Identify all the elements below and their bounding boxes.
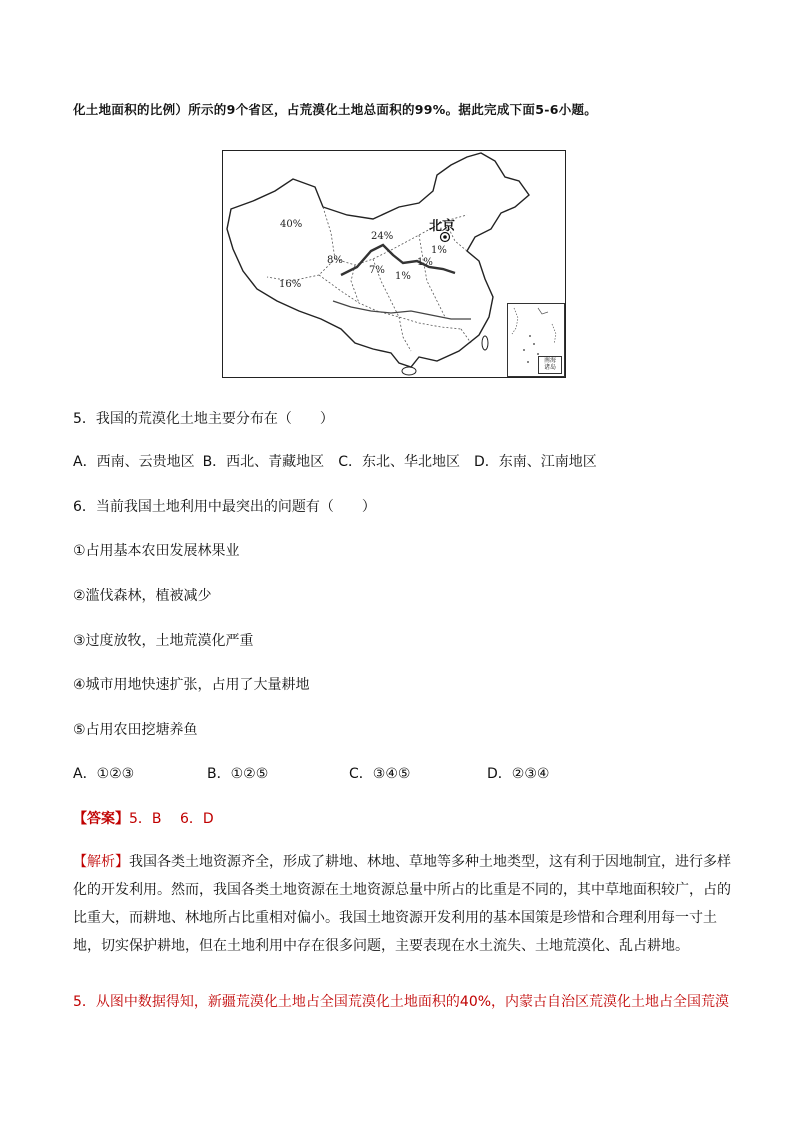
q6-option-a[interactable]: A．①②③	[73, 766, 135, 782]
analysis-text: 我国各类土地资源齐全，形成了耕地、林地、草地等多种土地类型，这有利于因地制宜，进行多样化的开发利用。然而，我国各类土地资源在土地资源总量中所占的比重是不同的，其中草地面积较广，占的比重大，而耕地、林地所占比重相对偏小。我国土地资源开发利用的基本国策是珍惜和合理利用每一寸土地，切实保护耕地，但在土地利用中存在很多问题，主要表现在水土流失、土地荒漠化、乱占耕地。	[73, 854, 731, 954]
percent-label-shaanxi: 1%	[395, 271, 411, 282]
q5-option-a[interactable]: A．西南、云贵地区	[73, 454, 195, 470]
question-5-options	[73, 452, 597, 472]
question-5-stem: 5．我国的荒漠化土地主要分布在（ ）	[73, 411, 334, 427]
percent-label-ningxia: 7%	[369, 265, 385, 276]
percent-label-shanxi: 1%	[417, 257, 433, 268]
inset-label: 南海 诸岛	[538, 356, 562, 374]
answer-tag: 【答案】	[73, 811, 129, 827]
q5-option-b[interactable]: B．西北、青藏地区	[202, 454, 325, 470]
q5-option-d[interactable]: D．东南、江南地区	[473, 454, 597, 470]
south-china-sea-inset	[507, 303, 565, 377]
q6-option-b[interactable]: B．①②⑤	[207, 766, 269, 782]
percent-label-xinjiang: 40%	[280, 219, 303, 230]
q6-option-c[interactable]: C．③④⑤	[349, 766, 411, 782]
analysis-q5-text: 5．从图中数据得知，新疆荒漠化土地占全国荒漠化土地面积的40%，内蒙古自治区荒漠化土地占全国荒漠	[73, 994, 730, 1010]
question-6-stem: 6．当前我国土地利用中最突出的问题有（ ）	[73, 499, 376, 515]
analysis-paragraph	[73, 848, 733, 960]
q6-item-3: ③过度放牧，土地荒漠化严重	[73, 633, 254, 649]
percent-label-gansu: 8%	[327, 255, 343, 266]
beijing-label: 北京	[429, 219, 456, 234]
q6-item-1: ①占用基本农田发展林果业	[73, 543, 240, 559]
percent-label-hebei: 1%	[431, 245, 447, 256]
analysis-tag: 【解析】	[73, 854, 129, 870]
q6-option-d[interactable]: D．②③④	[487, 766, 550, 782]
q5-option-c[interactable]: C．东北、华北地区	[338, 454, 460, 470]
answer-value: 5．B 6．D	[129, 811, 214, 827]
answer-line	[73, 809, 214, 829]
china-desertification-map	[222, 150, 566, 378]
q6-item-5: ⑤占用农田挖塘养鱼	[73, 722, 198, 738]
q6-item-2: ②滥伐森林，植被减少	[73, 588, 212, 604]
percent-label-inner-mongolia: 24%	[371, 231, 394, 242]
percent-label-tibet: 16%	[279, 279, 302, 290]
q6-item-4: ④城市用地快速扩张，占用了大量耕地	[73, 677, 310, 693]
question-6-options	[73, 764, 549, 784]
intro-text: 化土地面积的比例）所示的9个省区，占荒漠化土地总面积的99%。据此完成下面5-6小题。	[73, 102, 598, 117]
